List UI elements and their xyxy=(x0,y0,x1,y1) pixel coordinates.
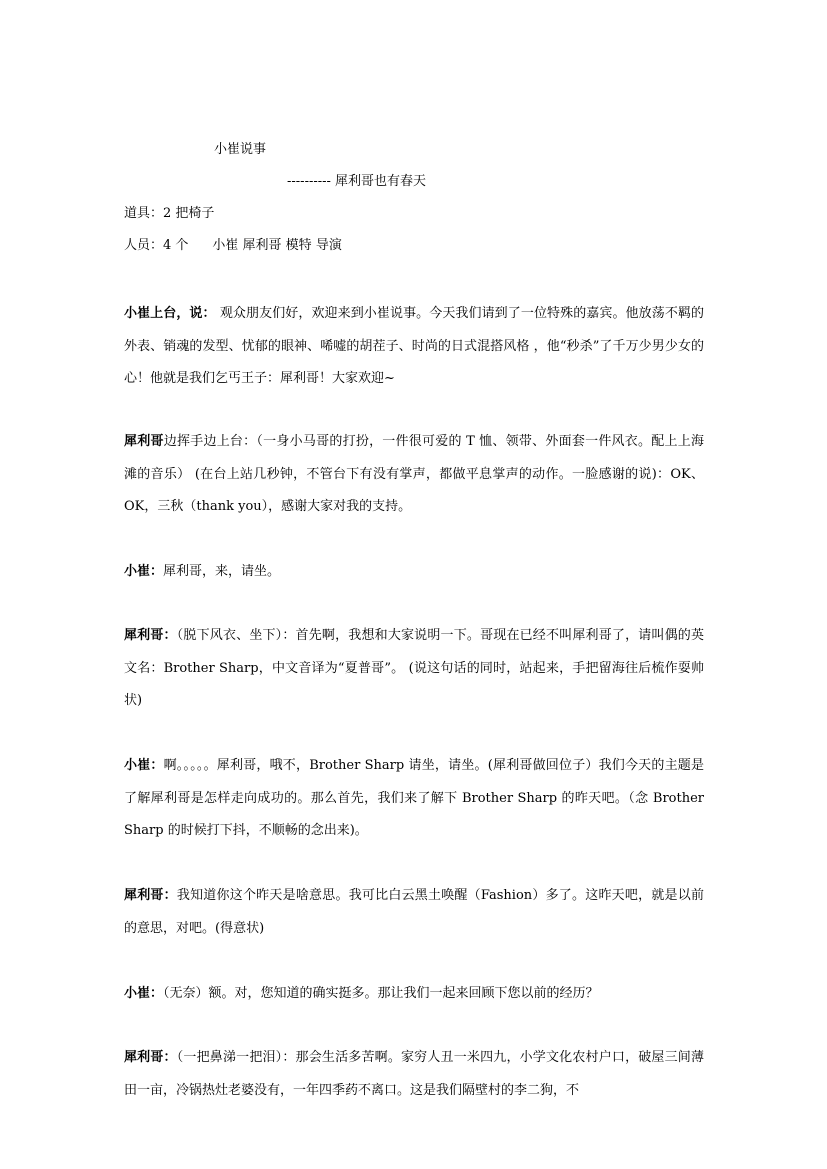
dialogue-paragraph xyxy=(124,750,704,848)
dialogue-text: （脱下风衣、坐下）：首先啊，我想和大家说明一下。哥现在已经不叫犀利哥了，请叫偶的英文名：Brother Sharp，中文音译为“夏普哥”。 (说这句话的同时，站起来，手把留海往后梳作耍帅状) xyxy=(124,628,704,709)
dialogue-paragraph xyxy=(124,880,704,945)
dialogue-text: （无奈）额。对，您知道的确实挺多。那让我们一起来回顾下您以前的经历？ xyxy=(163,986,599,1001)
speaker-label: 犀利哥 xyxy=(124,434,164,449)
people-label: 人员： xyxy=(124,238,164,253)
dialogue-paragraph xyxy=(124,298,704,396)
speaker-label: 犀利哥： xyxy=(124,888,177,903)
people-line xyxy=(124,236,342,256)
dialogue-text: 啊。。。。。犀利哥，哦不，Brother Sharp 请坐，请坐。(犀利哥做回位子）我们今天的主题是了解犀利哥是怎样走向成功的。那么首先，我们来了解下 Brother Sharp 的昨天吧。（念 Brother Sharp 的时候打下抖，不顺畅的念出来)。 xyxy=(124,758,704,839)
dialogue-paragraph xyxy=(124,426,704,524)
dialogue-paragraph xyxy=(124,1042,704,1107)
dialogue-text: （一把鼻涕一把泪）：那会生活多苦啊。家穷人丑一米四九，小学文化农村户口，破屋三间薄田一亩，冷锅热灶老婆没有，一年四季药不离口。这是我们隔壁村的李二狗，不 xyxy=(124,1050,704,1098)
props-label: 道具： xyxy=(124,206,164,221)
dialogue-paragraph xyxy=(124,620,704,718)
script-title: 小崔说事 xyxy=(214,142,267,157)
dialogue-paragraph xyxy=(124,556,704,589)
props-value: 2 把椅子 xyxy=(163,206,215,221)
dialogue-text: 边挥手边上台：（一身小马哥的打扮，一件很可爱的 T 恤、领带、外面套一件风衣。配上上海滩的音乐） (在台上站几秒钟，不管台下有没有掌声，都做平息掌声的动作。一脸感谢的说)：OK、OK，三秋（thank you），感谢大家对我的支持。 xyxy=(124,434,704,515)
speaker-label: 小崔： xyxy=(124,758,164,773)
dialogue-text: 犀利哥，来，请坐。 xyxy=(163,564,281,579)
script-subtitle: ---------- 犀利哥也有春天 xyxy=(287,174,427,189)
people-names: 小崔 犀利哥 模特 导演 xyxy=(212,238,342,253)
dialogue-text: 观众朋友们好，欢迎来到小崔说事。今天我们请到了一位特殊的嘉宾。他放荡不羁的外表、销魂的发型、忧郁的眼神、唏嘘的胡茬子、时尚的日式混搭风格 ，他“秒杀”了千万少男少女的心！他就是我们乞丐王子：犀利哥！大家欢迎~ xyxy=(124,306,704,387)
speaker-label: 小崔： xyxy=(124,986,164,1001)
dialogue-text: 我知道你这个昨天是啥意思。我可比白云黑土唤醒（Fashion）多了。这昨天吧，就是以前的意思，对吧。(得意状) xyxy=(124,888,704,936)
speaker-label: 小崔： xyxy=(124,564,164,579)
people-count: 4 个 xyxy=(163,238,189,253)
props-line xyxy=(124,204,214,224)
speaker-label: 犀利哥： xyxy=(124,1050,177,1065)
dialogue-paragraph xyxy=(124,978,704,1011)
speaker-label: 犀利哥： xyxy=(124,628,177,643)
speaker-label: 小崔上台，说： xyxy=(124,306,216,321)
